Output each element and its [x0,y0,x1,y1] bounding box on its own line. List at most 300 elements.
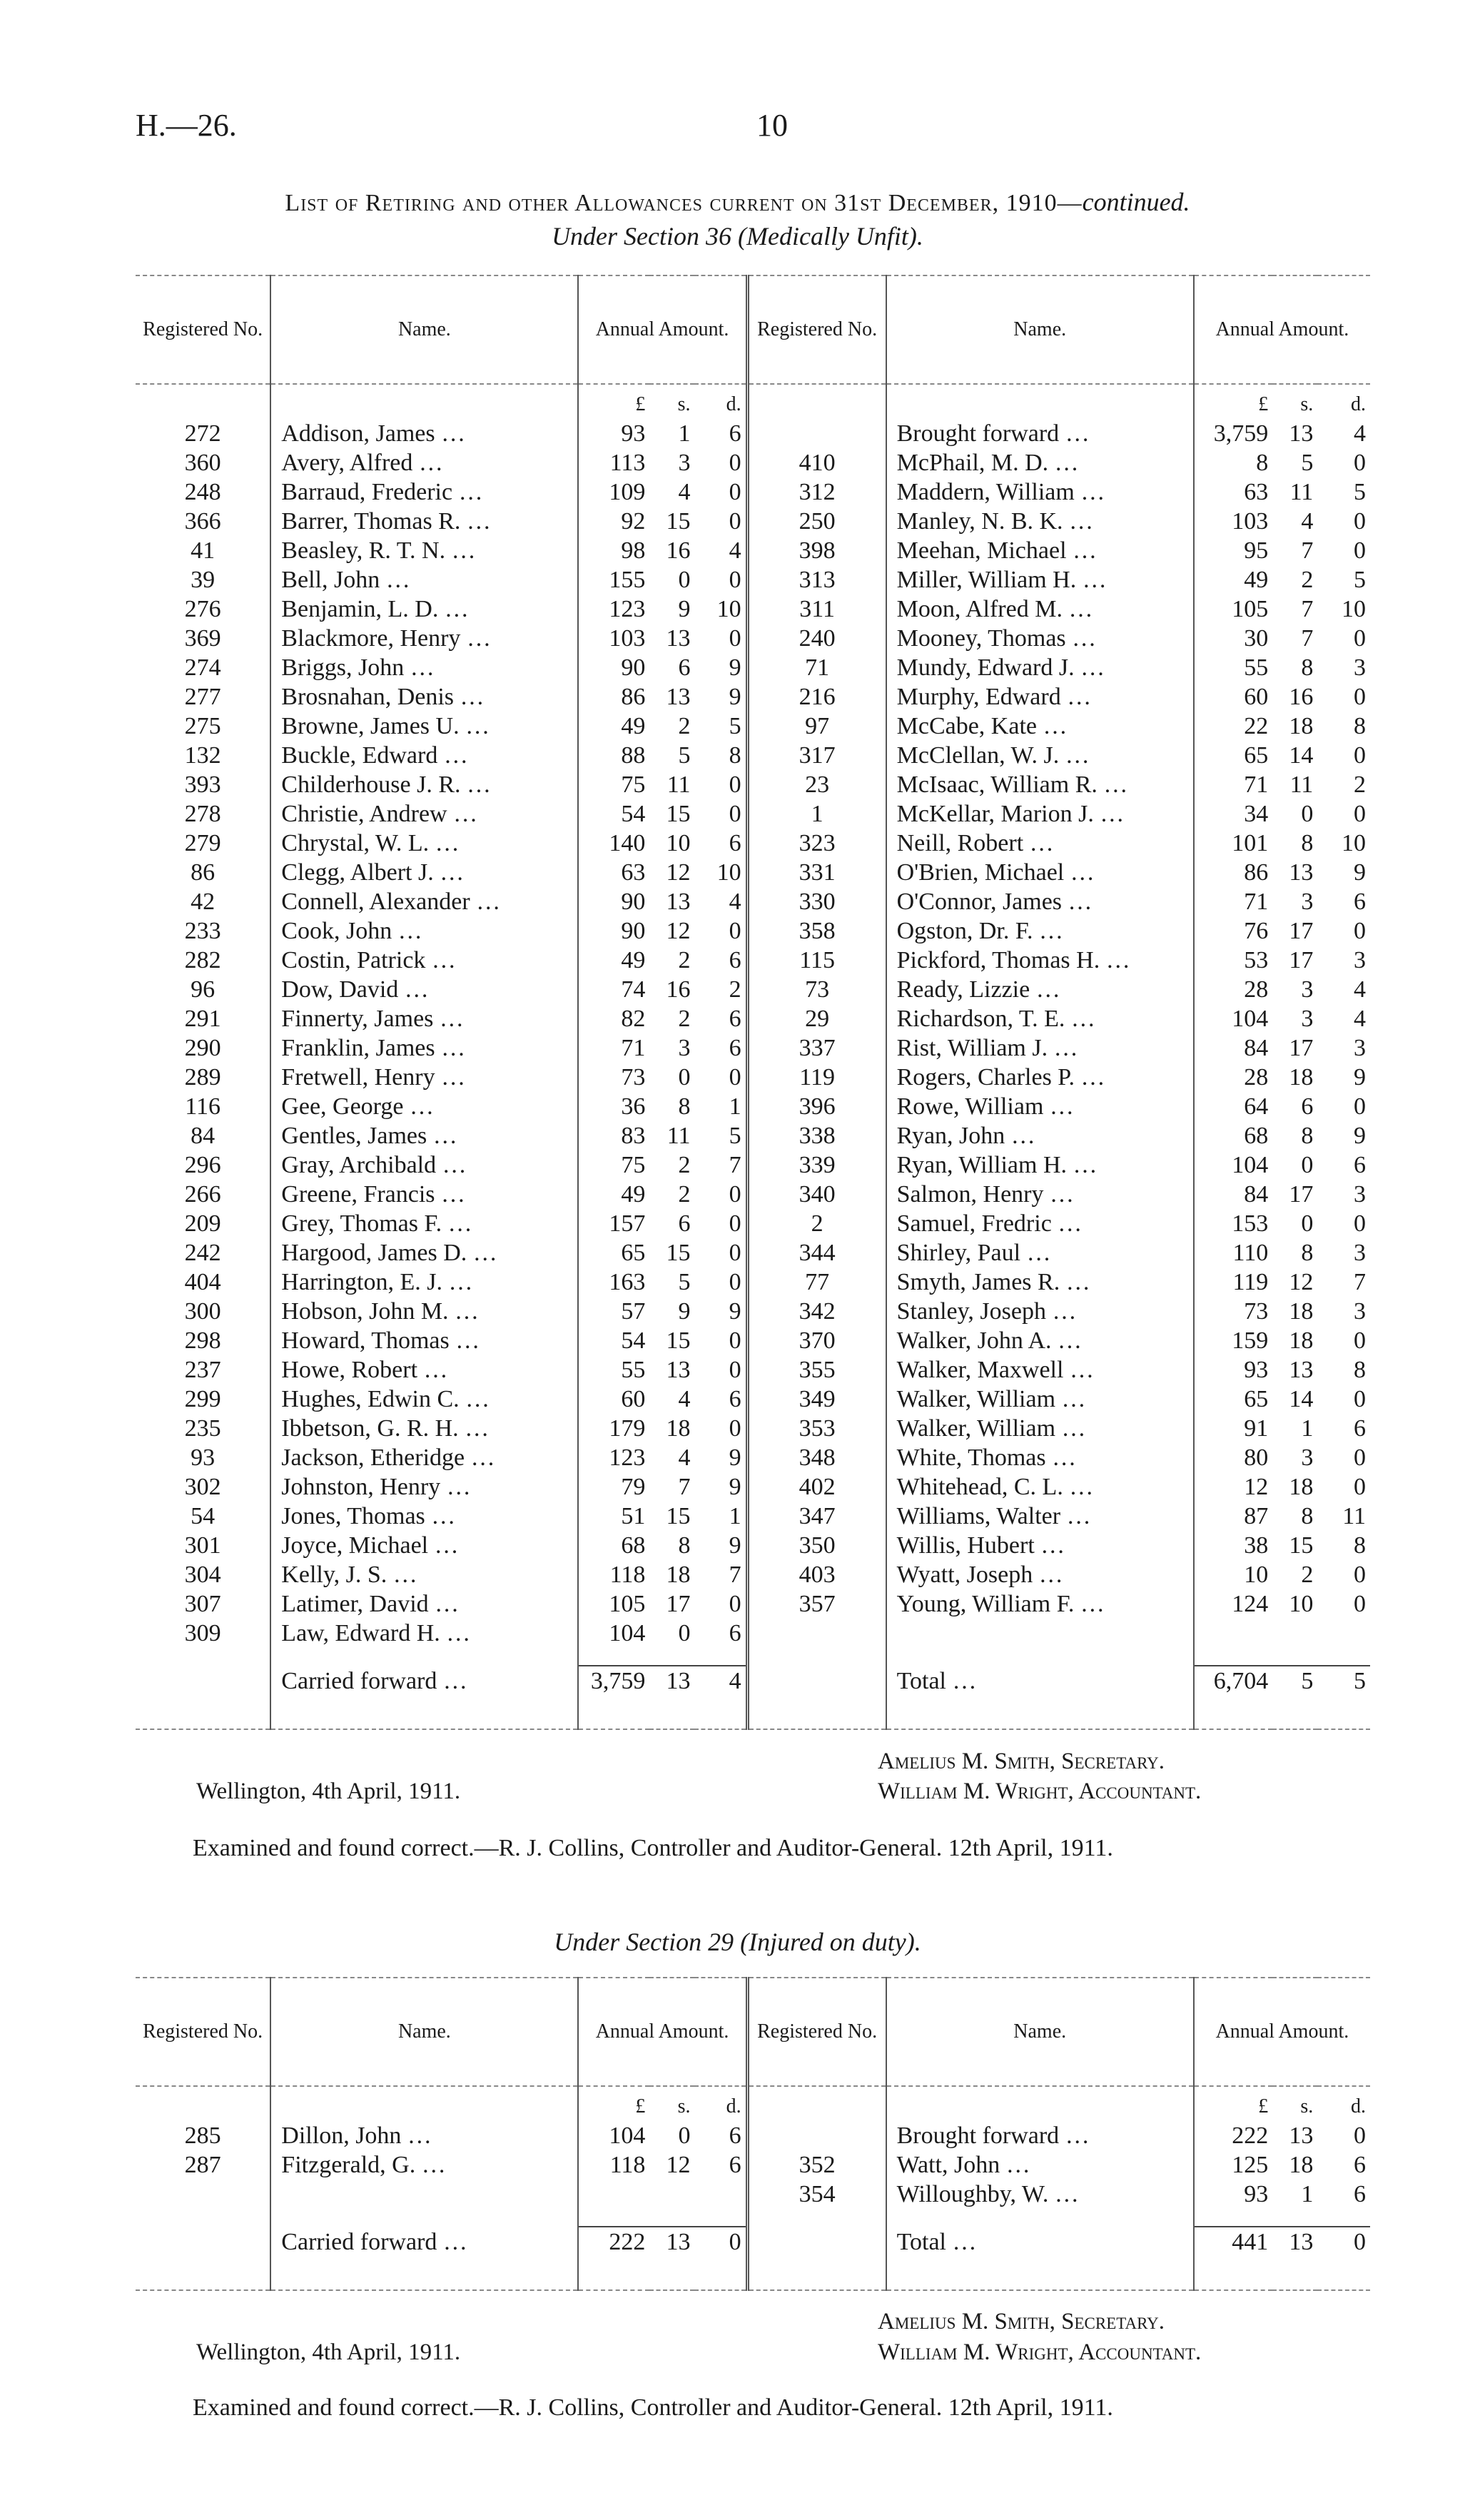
right-entry-reg: 349 [747,1385,886,1414]
left-entry-pounds: 140 [578,829,649,858]
left-entry-pence: 10 [716,596,741,622]
carried-forward-pence: 0 [694,2227,747,2257]
right-entry-pence: 0 [1354,1562,1366,1588]
left-entry-shillings: 13 [666,625,691,652]
left-entry-reg: 366 [184,508,221,535]
left-entry-name: Chrystal, W. L. … [270,829,578,858]
empty-cell [1317,1619,1370,1648]
right-entry-shillings: 17 [1289,1035,1314,1061]
left-entry-reg: 285 [184,2122,221,2149]
left-entry-name: Jackson, Etheridge … [270,1443,578,1472]
right-entry-shillings: 16 [1289,684,1314,710]
left-entry-pounds: 98 [578,536,649,565]
empty-cell [1194,2257,1272,2290]
left-entry-pence: 0 [729,1415,741,1442]
right-entry-pounds: 71 [1194,770,1272,799]
left-entry-shillings: 4 [678,479,691,505]
right-entry-pence: 0 [1354,1591,1366,1617]
right-entry-name: Maddern, William … [886,477,1194,507]
left-entry-pence: 5 [729,1123,741,1149]
left-entry-pence: 0 [729,625,741,652]
empty-cell [747,1619,886,1648]
left-entry-shillings: 8 [678,1093,691,1120]
left-entry-pounds: 57 [578,1297,649,1326]
brought-forward-shillings: 13 [1289,420,1314,447]
total-label: Total … [886,2227,1194,2257]
right-entry-reg: 97 [747,712,886,741]
table-row [136,887,1370,916]
left-entry-name: Johnston, Henry … [270,1472,578,1502]
table-row [136,1092,1370,1121]
left-entry-shillings: 18 [666,1562,691,1588]
left-entry-pence: 9 [729,1298,741,1325]
gap-row [136,1648,1370,1666]
left-entry-reg: 404 [184,1269,221,1295]
left-entry-reg: 235 [184,1415,221,1442]
left-entry-pence: 1 [729,1093,741,1120]
right-entry-pounds: 55 [1194,653,1272,682]
table-row [136,975,1370,1004]
left-entry-pence: 7 [729,1562,741,1588]
right-entry-name: Meehan, Michael … [886,536,1194,565]
carried-forward-shillings: 13 [649,2227,694,2257]
empty-cell [270,2180,578,2209]
table-row [136,1443,1370,1472]
right-entry-name: McIsaac, William R. … [886,770,1194,799]
right-entry-pence: 4 [1354,1006,1366,1032]
right-entry-shillings: 18 [1289,1064,1314,1091]
left-entry-pence: 6 [729,1035,741,1061]
left-entry-reg: 93 [191,1444,216,1471]
right-entry-name: White, Thomas … [886,1443,1194,1472]
left-entry-reg: 248 [184,479,221,505]
col-annual: Annual Amount. [578,275,747,384]
right-entry-shillings: 3 [1301,1006,1314,1032]
right-entry-pounds: 76 [1194,916,1272,946]
right-entry-pence: 11 [1342,1503,1366,1529]
bottom-row [136,1696,1370,1729]
empty-cell [270,1648,578,1666]
total-shillings: 5 [1272,1666,1317,1696]
left-entry-pence: 9 [729,684,741,710]
right-entry-pounds: 63 [1194,477,1272,507]
right-entry-pounds: 65 [1194,741,1272,770]
right-entry-pence: 0 [1354,625,1366,652]
right-entry-name: Neill, Robert … [886,829,1194,858]
right-entry-reg: 348 [747,1443,886,1472]
col-annual: Annual Amount. [578,1978,747,2086]
pounds-unit: £ [578,384,649,419]
right-entry-pounds: 84 [1194,1180,1272,1209]
right-entry-shillings: 8 [1301,1123,1314,1149]
right-entry-reg: 2 [747,1209,886,1238]
col-name: Name. [886,275,1194,384]
col-name: Name. [270,1978,578,2086]
right-entry-name: Pickford, Thomas H. … [886,946,1194,975]
left-entry-pounds: 49 [578,712,649,741]
right-entry-name: Wyatt, Joseph … [886,1560,1194,1589]
left-entry-pounds: 109 [578,477,649,507]
left-entry-pounds: 118 [578,1560,649,1589]
empty-cell [578,2257,649,2290]
right-entry-pounds: 12 [1194,1472,1272,1502]
left-entry-pounds: 92 [578,507,649,536]
left-entry-reg: 42 [191,889,216,915]
left-entry-pounds: 55 [578,1355,649,1385]
section29-table [136,1977,1370,2291]
summary-row [136,1666,1370,1696]
empty-cell [270,384,578,419]
left-entry-name: Ibbetson, G. R. H. … [270,1414,578,1443]
pounds-unit: £ [1194,384,1272,419]
right-entry-name: Rist, William J. … [886,1033,1194,1063]
bottom-row [136,2257,1370,2290]
right-entry-pence: 0 [1354,742,1366,769]
right-entry-shillings: 10 [1289,1591,1314,1617]
section29-subtitle: Under Section 29 (Injured on duty). [554,1928,921,1956]
left-entry-reg: 277 [184,684,221,710]
accountant-signature: William M. Wright, Accountant. [878,2339,1202,2365]
left-entry-pence: 0 [729,450,741,476]
left-entry-pence: 10 [716,859,741,886]
right-entry-shillings: 11 [1289,771,1314,798]
empty-cell [270,2086,578,2121]
table-row [136,1180,1370,1209]
left-entry-reg: 301 [184,1532,221,1559]
total-pence: 5 [1317,1666,1370,1696]
col-registered: Registered No. [747,275,886,384]
title-continued: continued. [1082,188,1190,216]
left-entry-reg: 266 [184,1181,221,1208]
right-entry-name: Willis, Hubert … [886,1531,1194,1560]
left-entry-name: Connell, Alexander … [270,887,578,916]
col-name: Name. [886,1978,1194,2086]
right-entry-name: Rowe, William … [886,1092,1194,1121]
table-row [136,1502,1370,1531]
left-entry-name: Howe, Robert … [270,1355,578,1385]
total-shillings: 13 [1272,2227,1317,2257]
left-entry-name: Gentles, James … [270,1121,578,1150]
right-entry-name: Ryan, William H. … [886,1150,1194,1180]
right-entry-shillings: 8 [1301,830,1314,856]
right-entry-pence: 3 [1354,1240,1366,1266]
left-entry-reg: 287 [184,2152,221,2178]
right-entry-name: Young, William F. … [886,1589,1194,1619]
right-entry-reg: 77 [747,1267,886,1297]
left-entry-name: Fitzgerald, G. … [270,2150,578,2180]
left-entry-name: Hobson, John M. … [270,1297,578,1326]
empty-cell [886,2086,1194,2121]
right-entry-shillings: 7 [1301,596,1314,622]
left-entry-reg: 304 [184,1562,221,1588]
empty-cell [136,384,270,419]
empty-cell [747,1648,886,1666]
left-entry-name: Blackmore, Henry … [270,624,578,653]
carried-forward-pounds: 222 [578,2227,649,2257]
right-entry-shillings: 8 [1301,1503,1314,1529]
right-entry-reg: 313 [747,565,886,594]
carried-forward-pounds: 3,759 [578,1666,649,1696]
pence-unit: d. [726,2095,741,2117]
empty-cell [747,2227,886,2257]
table-row [136,419,1370,448]
left-entry-reg: 39 [191,567,216,593]
left-entry-reg: 296 [184,1152,221,1178]
left-entry-pence: 9 [729,1474,741,1500]
right-entry-name: Walker, William … [886,1414,1194,1443]
right-entry-reg: 410 [747,448,886,477]
right-entry-shillings: 18 [1289,1474,1314,1500]
left-entry-pence: 0 [729,1269,741,1295]
right-entry-reg: 403 [747,1560,886,1589]
empty-cell [136,2227,270,2257]
examined-note: Examined and found correct.—R. J. Collins, Controller and Auditor-General. 12th April, 1911. [193,2394,1113,2421]
right-entry-pence: 3 [1354,1298,1366,1325]
right-entry-reg: 73 [747,975,886,1004]
right-entry-shillings: 2 [1301,567,1314,593]
document-code: H.—26. [136,108,237,143]
right-entry-pounds: 125 [1194,2150,1272,2180]
left-entry-name: Christie, Andrew … [270,799,578,829]
right-entry-reg: 311 [747,594,886,624]
left-entry-shillings: 17 [666,1591,691,1617]
right-entry-pounds: 28 [1194,1063,1272,1092]
left-entry-reg: 289 [184,1064,221,1091]
table-row [136,741,1370,770]
left-entry-pounds: 49 [578,946,649,975]
left-entry-pence: 0 [729,508,741,535]
left-entry-pence: 0 [729,918,741,944]
table-row [136,2180,1370,2209]
left-entry-name: Finnerty, James … [270,1004,578,1033]
right-entry-reg: 350 [747,1531,886,1560]
left-entry-pence: 1 [729,1503,741,1529]
left-entry-pence: 6 [729,2152,741,2178]
right-entry-reg: 312 [747,477,886,507]
right-entry-pence: 0 [1354,1444,1366,1471]
left-entry-pence: 0 [729,1591,741,1617]
right-entry-pounds: 103 [1194,507,1272,536]
right-entry-name: Willoughby, W. … [886,2180,1194,2209]
document-title [0,187,1475,217]
left-entry-name: Gray, Archibald … [270,1150,578,1180]
units-row [136,384,1370,419]
right-entry-pounds: 71 [1194,887,1272,916]
right-entry-shillings: 0 [1301,801,1314,827]
right-entry-pence: 5 [1354,479,1366,505]
left-entry-shillings: 6 [678,654,691,681]
right-entry-name: Ogston, Dr. F. … [886,916,1194,946]
empty-cell [136,2180,270,2209]
right-entry-pence: 0 [1354,1474,1366,1500]
shillings-unit: s. [1300,2095,1314,2117]
pence-unit: d. [726,393,741,415]
empty-cell [694,1648,747,1666]
right-entry-pounds: 91 [1194,1414,1272,1443]
table-row [136,1297,1370,1326]
right-entry-name: Williams, Walter … [886,1502,1194,1531]
right-entry-pounds: 119 [1194,1267,1272,1297]
left-entry-pounds: 88 [578,741,649,770]
left-entry-pence: 0 [729,1181,741,1208]
right-entry-pence: 0 [1354,918,1366,944]
shillings-unit: s. [677,393,691,415]
empty-cell [649,2180,694,2209]
right-entry-pounds: 22 [1194,712,1272,741]
left-entry-name: Bell, John … [270,565,578,594]
left-entry-name: Latimer, David … [270,1589,578,1619]
left-entry-shillings: 2 [678,1181,691,1208]
empty-cell [1194,1696,1272,1729]
right-entry-name: Walker, William … [886,1385,1194,1414]
right-entry-shillings: 11 [1289,479,1314,505]
left-entry-reg: 272 [184,420,221,447]
left-entry-pence: 6 [729,1620,741,1646]
right-entry-shillings: 18 [1289,2152,1314,2178]
empty-cell [886,1696,1194,1729]
empty-cell [136,1666,270,1696]
left-entry-name: Hughes, Edwin C. … [270,1385,578,1414]
left-entry-name: Joyce, Michael … [270,1531,578,1560]
left-entry-pence: 0 [729,1064,741,1091]
right-entry-pounds: 10 [1194,1560,1272,1589]
left-entry-shillings: 2 [678,947,691,973]
left-entry-reg: 307 [184,1591,221,1617]
right-entry-pounds: 101 [1194,829,1272,858]
right-entry-pounds: 84 [1194,1033,1272,1063]
right-entry-pence: 0 [1354,1210,1366,1237]
left-entry-pence: 6 [729,1006,741,1032]
right-entry-name: Walker, Maxwell … [886,1355,1194,1385]
right-entry-pounds: 153 [1194,1209,1272,1238]
left-entry-pounds: 71 [578,1033,649,1063]
left-entry-shillings: 5 [678,1269,691,1295]
left-entry-pounds: 75 [578,1150,649,1180]
right-entry-shillings: 8 [1301,654,1314,681]
right-entry-name: Whitehead, C. L. … [886,1472,1194,1502]
right-entry-reg: 354 [747,2180,886,2209]
table-row [136,1414,1370,1443]
left-entry-pounds: 103 [578,624,649,653]
right-entry-pounds: 8 [1194,448,1272,477]
right-entry-reg: 323 [747,829,886,858]
empty-cell [649,2257,694,2290]
carried-forward-label: Carried forward … [270,1666,578,1696]
left-entry-pounds: 79 [578,1472,649,1502]
left-entry-pounds: 105 [578,1589,649,1619]
right-entry-shillings: 1 [1301,1415,1314,1442]
left-entry-pence: 0 [729,801,741,827]
left-entry-shillings: 7 [678,1474,691,1500]
empty-cell [1317,2257,1370,2290]
left-entry-shillings: 13 [666,889,691,915]
col-annual: Annual Amount. [1194,1978,1370,2086]
left-entry-name: Dow, David … [270,975,578,1004]
right-entry-reg: 216 [747,682,886,712]
empty-cell [747,2121,886,2150]
left-entry-pounds: 90 [578,653,649,682]
left-entry-reg: 279 [184,830,221,856]
right-entry-name: Walker, John A. … [886,1326,1194,1355]
right-entry-shillings: 4 [1301,508,1314,535]
left-entry-name: Addison, James … [270,419,578,448]
right-entry-name: McPhail, M. D. … [886,448,1194,477]
right-entry-pence: 3 [1354,1035,1366,1061]
right-entry-pounds: 80 [1194,1443,1272,1472]
empty-cell [578,2180,649,2209]
summary-row [136,2227,1370,2257]
empty-cell [649,2209,694,2227]
table-row [136,1209,1370,1238]
table-row [136,829,1370,858]
right-entry-name: Rogers, Charles P. … [886,1063,1194,1092]
left-entry-pence: 6 [729,1386,741,1412]
table-row [136,624,1370,653]
left-entry-name: Fretwell, Henry … [270,1063,578,1092]
right-entry-pounds: 86 [1194,858,1272,887]
left-entry-name: Beasley, R. T. N. … [270,536,578,565]
table-row [136,1531,1370,1560]
empty-cell [270,1696,578,1729]
left-entry-pounds: 54 [578,799,649,829]
left-entry-pounds: 54 [578,1326,649,1355]
left-entry-pounds: 51 [578,1502,649,1531]
right-entry-shillings: 14 [1289,1386,1314,1412]
empty-cell [1272,1619,1317,1648]
right-entry-pounds: 93 [1194,2180,1272,2209]
left-entry-pounds: 157 [578,1209,649,1238]
right-entry-pence: 6 [1354,1415,1366,1442]
right-entry-pence: 0 [1354,1386,1366,1412]
empty-cell [747,384,886,419]
left-entry-name: Law, Edward H. … [270,1619,578,1648]
carried-forward-shillings: 13 [649,1666,694,1696]
right-entry-name: Richardson, T. E. … [886,1004,1194,1033]
right-entry-reg: 330 [747,887,886,916]
left-entry-reg: 242 [184,1240,221,1266]
left-entry-name: Briggs, John … [270,653,578,682]
left-entry-shillings: 15 [666,508,691,535]
left-entry-name: Browne, James U. … [270,712,578,741]
col-registered: Registered No. [136,275,270,384]
left-entry-pounds: 123 [578,594,649,624]
left-entry-pence: 5 [729,713,741,739]
right-entry-pounds: 34 [1194,799,1272,829]
left-entry-reg: 116 [185,1093,221,1120]
right-entry-name: Murphy, Edward … [886,682,1194,712]
left-entry-pounds: 73 [578,1063,649,1092]
empty-cell [886,384,1194,419]
left-entry-shillings: 13 [666,1357,691,1383]
empty-cell [747,2257,886,2290]
left-entry-reg: 41 [191,537,216,564]
right-entry-shillings: 15 [1289,1532,1314,1559]
empty-cell [694,1696,747,1729]
left-entry-name: Howard, Thomas … [270,1326,578,1355]
left-entry-pence: 7 [729,1152,741,1178]
right-entry-pence: 0 [1354,1093,1366,1120]
right-entry-shillings: 13 [1289,1357,1314,1383]
left-entry-name: Gee, George … [270,1092,578,1121]
right-entry-shillings: 17 [1289,947,1314,973]
pounds-unit: £ [1194,2086,1272,2121]
right-entry-shillings: 8 [1301,1240,1314,1266]
left-entry-pounds: 60 [578,1385,649,1414]
right-entry-pence: 9 [1354,859,1366,886]
left-entry-reg: 369 [184,625,221,652]
left-entry-shillings: 12 [666,918,691,944]
table-row [136,712,1370,741]
